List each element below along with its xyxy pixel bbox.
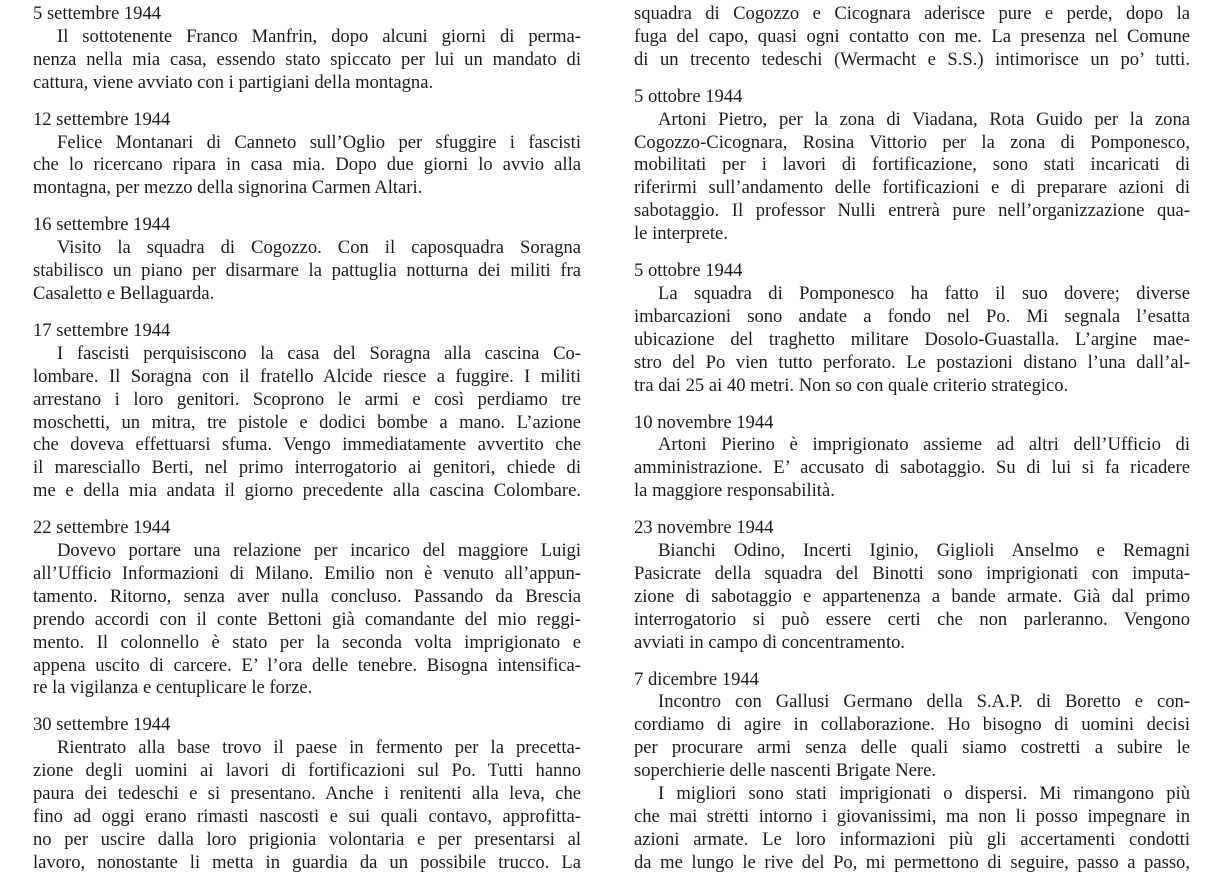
text-line: stro del Po vien tutto perforato. Le postazioni distano l’una dall’al- xyxy=(634,351,1190,373)
text-line: fuga del capo, quasi ogni contatto con me. La presenza nel Comune xyxy=(634,25,1190,47)
entry-date: 22 settembre 1944 xyxy=(33,517,171,539)
text-line: appena uscito di carcere. E’ l’ora delle tenebre. Bisogna intensifica- xyxy=(33,654,581,676)
entry-date: 5 ottobre 1944 xyxy=(634,260,743,282)
entry-text xyxy=(33,132,581,201)
text-line: lavoro, nonostante li metta in guardia da un possibile trucco. La xyxy=(33,851,581,873)
text-line: da me lungo le rive del Po, mi permettono di seguire, passo a passo, xyxy=(634,851,1190,873)
diary-entry xyxy=(634,86,1190,246)
text-line: le interprete. xyxy=(634,223,728,245)
text-line: amministrazione. E’ accusato di sabotaggio. Su di lui si fa ricadere xyxy=(634,457,1190,479)
diary-entry xyxy=(634,517,1190,654)
text-line: lombare. Il Soragna con il fratello Alcide riesce a fuggire. I militi xyxy=(33,365,581,387)
text-line: stabilisco un piano per disarmare la pattuglia notturna dei militi fra xyxy=(33,260,581,282)
text-line: tamento. Ritorno, senza aver nulla concluso. Passando da Brescia xyxy=(33,585,581,607)
diary-entry xyxy=(33,517,581,700)
text-line: moschetti, un mitra, tre pistole e dodici bombe a mano. L’azione xyxy=(33,411,581,433)
text-line: mobilitati per i lavori di fortificazione, sono stati incaricati di xyxy=(634,154,1190,176)
text-line: I migliori sono stati imprigionati o dispersi. Mi rimangono più xyxy=(658,783,1190,805)
entry-text xyxy=(33,343,581,503)
text-line: mento. Il colonnello è stato per la seconda volta imprigionato e xyxy=(33,631,581,653)
entry-text xyxy=(33,26,581,95)
text-line: cordiamo di agire in collaborazione. Ho bisogno di uomini decisi xyxy=(634,714,1190,736)
text-line: Felice Montanari di Canneto sull’Oglio per sfuggire i fascisti xyxy=(57,131,581,153)
text-line: ubicazione del traghetto militare Dosolo-Guastalla. L’argine mae- xyxy=(634,328,1190,350)
text-line: la maggiore responsabilità. xyxy=(634,480,835,502)
entry-date: 23 novembre 1944 xyxy=(634,517,774,539)
text-line: cattura, viene avviato con i partigiani della montagna. xyxy=(33,71,434,93)
text-line: avviati in campo di concentramento. xyxy=(634,631,906,653)
diary-entry xyxy=(634,412,1190,504)
text-line: tra dai 25 ai 40 metri. Non so con quale criterio strategico. xyxy=(634,374,1069,396)
text-line: all’Ufficio Informazioni di Milano. Emilio non è venuto all’appun- xyxy=(33,562,581,584)
text-line: zione di sabotaggio e appartenenza a bande armate. Già dal primo xyxy=(634,585,1190,607)
text-line: fino ad oggi erano rimasti nascosti e sui quali contavo, approfitta- xyxy=(33,806,581,827)
entry-date: 17 settembre 1944 xyxy=(33,319,171,341)
text-line: arrestano i loro genitori. Scoprono le armi e così perdiamo tre xyxy=(33,388,581,410)
entry-text xyxy=(634,434,1190,503)
text-line: imbarcazioni sono andate a fondo nel Po. Mi segnala l’esatta xyxy=(634,305,1190,327)
entry-text xyxy=(33,737,581,874)
entry-date: 5 ottobre 1944 xyxy=(634,85,743,107)
entry-text xyxy=(634,691,1190,783)
text-line: interrogatorio si può essere certi che non parleranno. Vengono xyxy=(634,608,1190,630)
text-line: azioni armate. Le loro informazioni più gli accertamenti condotti xyxy=(634,828,1190,850)
text-line: squadra di Cogozzo e Cicognara aderisce pure e perde, dopo la xyxy=(634,3,1190,24)
text-line: prendo accordi con il conte Bettoni già comandante del mio reggi- xyxy=(33,608,581,630)
entry-date: 10 novembre 1944 xyxy=(634,411,774,433)
text-line: I fascisti perquisiscono la casa del Soragna alla cascina Co- xyxy=(57,342,581,364)
text-line: Artoni Pietro, per la zona di Viadana, Rota Guido per la zona xyxy=(658,108,1190,130)
text-line: Bianchi Odino, Incerti Iginio, Giglioli Anselmo e Remagni xyxy=(658,540,1190,562)
entry-text xyxy=(634,109,1190,246)
diary-entry xyxy=(634,669,1190,875)
entry-date: 5 settembre 1944 xyxy=(33,3,162,24)
text-line: soperchierie delle nascenti Brigate Nere. xyxy=(634,760,937,782)
diary-entry xyxy=(33,714,581,874)
text-line: Rientrato alla base trovo il paese in fermento per la precetta- xyxy=(57,737,581,759)
text-line: di un trecento tedeschi (Wermacht e S.S.) intimorisce un po’ tutti. xyxy=(634,48,1190,70)
right-column xyxy=(634,3,1190,889)
entry-date: 12 settembre 1944 xyxy=(33,108,171,130)
text-line: per procurare armi senza delle quali siamo costretti a subire le xyxy=(634,737,1190,759)
text-line: riferirmi sull’andamento delle fortificazioni e di preparare azioni di xyxy=(634,177,1190,199)
entry-text xyxy=(33,237,581,306)
text-line: zione degli uomini ai lavori di fortificazioni sul Po. Tutti hanno xyxy=(33,760,581,782)
text-line: montagna, per mezzo della signorina Carmen Altari. xyxy=(33,177,423,199)
entry-date: 30 settembre 1944 xyxy=(33,714,171,736)
diary-entry xyxy=(634,260,1190,397)
text-line: il maresciallo Berti, nel primo interrogatorio ai genitori, chiede di xyxy=(33,457,581,479)
text-line: Pasicrate della squadra del Binotti sono imprigionati con imputa- xyxy=(634,562,1190,584)
diary-entry xyxy=(33,320,581,503)
entry-text xyxy=(634,783,1190,875)
text-line: no per uscire dalla loro prigionia volontaria e per presentarsi al xyxy=(33,828,581,850)
entry-text xyxy=(634,540,1190,655)
text-line: sabotaggio. Il professor Nulli entrerà pure nell’organizzazione qua- xyxy=(634,200,1190,222)
text-line: Visito la squadra di Cogozzo. Con il caposquadra Soragna xyxy=(57,237,581,259)
text-line: Casaletto e Bellaguarda. xyxy=(33,282,215,304)
text-line: Il sottotenente Franco Manfrin, dopo alcuni giorni di perma- xyxy=(57,25,581,47)
text-line: Incontro con Gallusi Germano della S.A.P. di Boretto e con- xyxy=(658,691,1190,713)
entry-date: 16 settembre 1944 xyxy=(33,214,171,236)
text-line: me e della mia andata il giorno precedente alla cascina Colombare. xyxy=(33,480,581,502)
entry-text xyxy=(33,540,581,700)
text-line: re la vigilanza e centuplicare le forze. xyxy=(33,677,313,699)
text-line: La squadra di Pomponesco ha fatto il suo dovere; diverse xyxy=(658,282,1190,304)
text-line: che lo ricercano ripara in casa mia. Dopo due giorni lo avvio alla xyxy=(33,154,581,176)
left-column xyxy=(33,3,581,889)
entry-date: 7 dicembre 1944 xyxy=(634,668,759,690)
text-line: Cogozzo-Cicognara, Rosina Vittorio per la zona di Pomponesco, xyxy=(634,131,1190,153)
text-line: che doveva effettuarsi sfuma. Vengo immediatamente avvertito che xyxy=(33,434,581,456)
text-line: paura dei tedeschi e si presentano. Anche i renitenti alla leva, che xyxy=(33,783,581,805)
diary-entry xyxy=(33,214,581,306)
text-line: che mai stretti intorno i giovanissimi, ma non li posso impegnare in xyxy=(634,806,1190,827)
diary-entry xyxy=(33,3,581,95)
text-line: Dovevo portare una relazione per incarico del maggiore Luigi xyxy=(57,540,581,562)
entry-text xyxy=(634,283,1190,398)
entry-text xyxy=(634,3,1190,72)
text-line: Artoni Pierino è imprigionato assieme ad altri dell’Ufficio di xyxy=(658,434,1190,456)
diary-entry xyxy=(33,109,581,201)
text-line: nenza nella mia casa, essendo stato spiccato per lui un mandato di xyxy=(33,48,581,70)
diary-entry-continuation xyxy=(634,3,1190,72)
